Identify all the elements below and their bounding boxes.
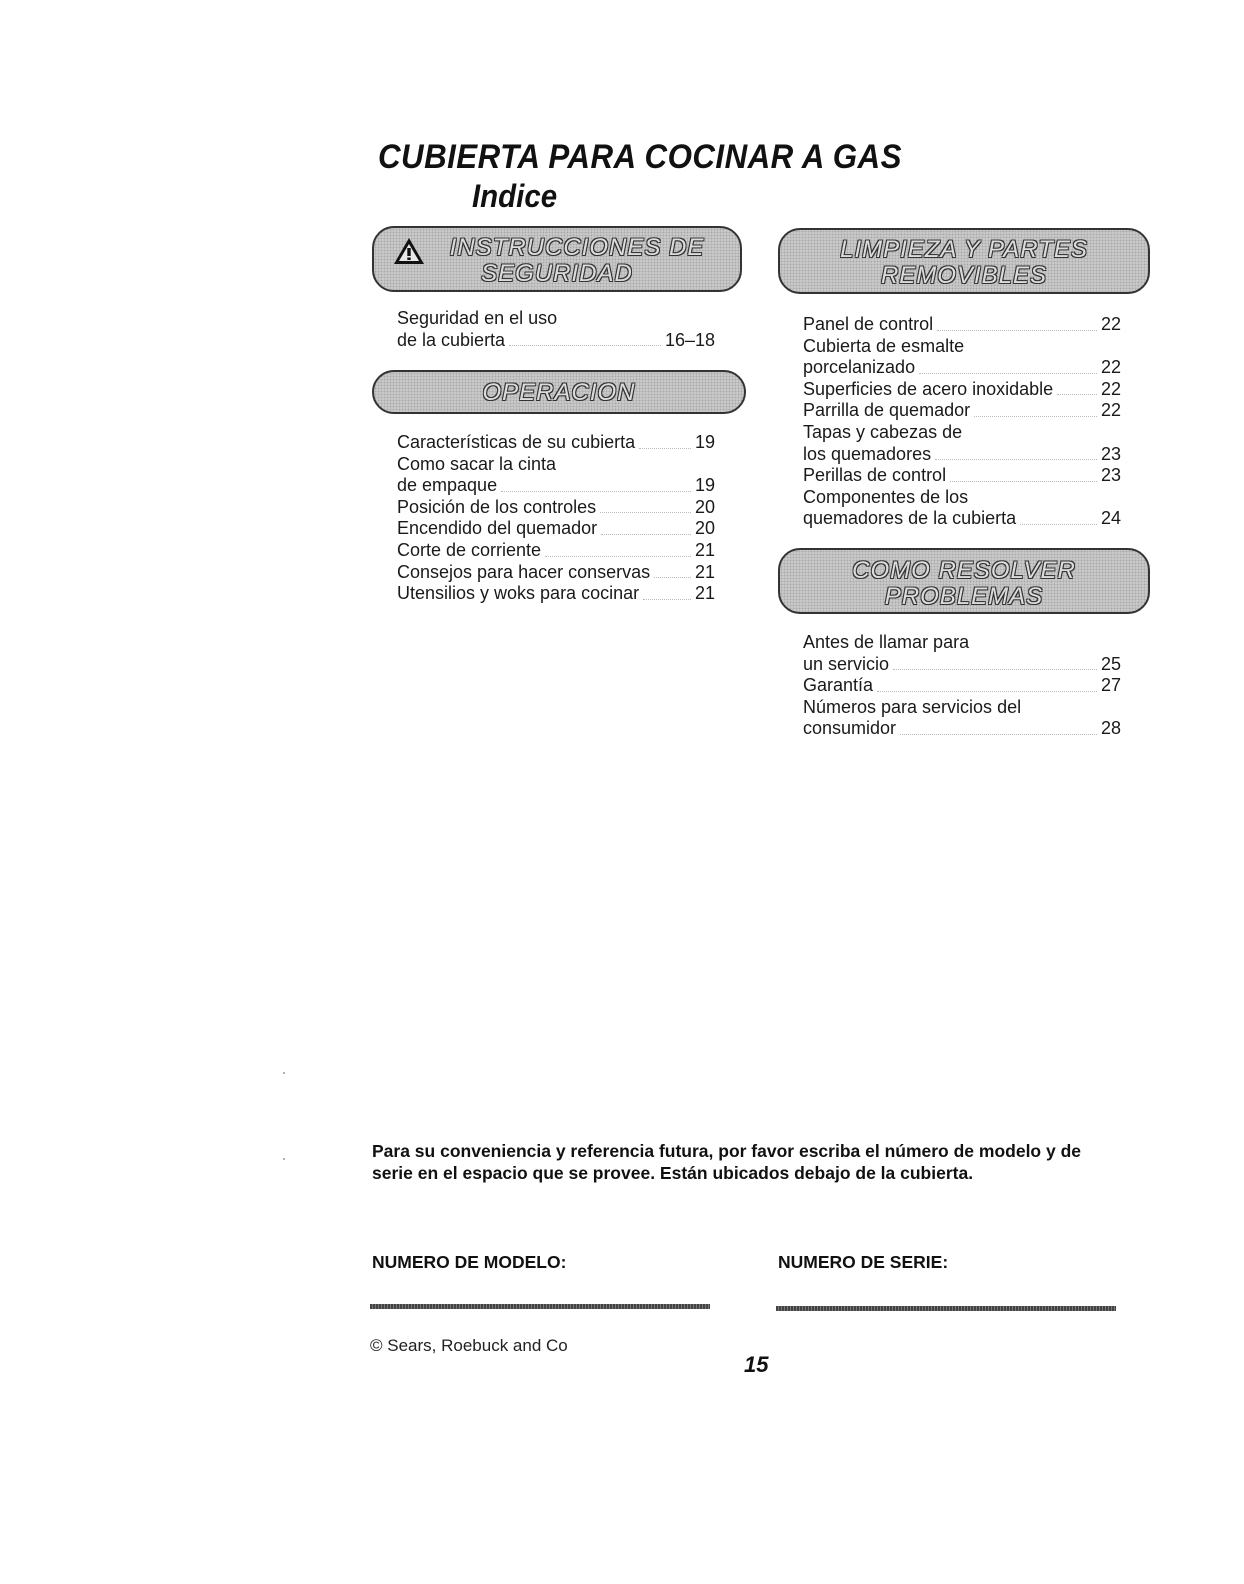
toc-entry xyxy=(803,422,1121,444)
entry-page: 25 xyxy=(1100,653,1121,674)
dot-leader xyxy=(601,533,691,535)
toc-entry xyxy=(803,632,1121,654)
entry-page: 24 xyxy=(1100,508,1121,529)
toc-entry xyxy=(397,308,715,330)
entry-page: 19 xyxy=(694,475,715,496)
dot-leader xyxy=(654,576,691,578)
serial-number-label: NUMERO DE SERIE: xyxy=(778,1252,949,1272)
model-number-field[interactable] xyxy=(370,1304,710,1309)
dot-leader xyxy=(1057,393,1097,395)
toc-seguridad xyxy=(397,308,715,351)
dot-leader xyxy=(877,690,1097,692)
dot-leader xyxy=(893,668,1097,670)
dot-leader xyxy=(919,372,1097,374)
section-banner-limpieza xyxy=(778,228,1150,294)
entry-label: Perillas de control xyxy=(803,465,947,486)
section-banner-seguridad xyxy=(372,226,742,292)
toc-entry xyxy=(397,583,715,605)
entry-page: 23 xyxy=(1100,443,1121,464)
dot-leader xyxy=(501,490,691,492)
banner-line-2: SEGURIDAD xyxy=(481,260,633,287)
toc-entry xyxy=(397,454,715,476)
entry-page: 21 xyxy=(694,561,715,582)
toc-problemas xyxy=(803,632,1121,740)
dot-leader xyxy=(900,733,1097,735)
toc-entry xyxy=(803,379,1121,401)
toc-limpieza xyxy=(803,314,1121,530)
page-title: CUBIERTA PARA COCINAR A GAS xyxy=(378,138,902,176)
toc-entry xyxy=(803,444,1121,466)
entry-label: consumidor xyxy=(803,718,897,739)
toc-entry xyxy=(803,465,1121,487)
entry-label: Panel de control xyxy=(803,314,934,334)
dot-leader xyxy=(639,447,691,449)
toc-entry xyxy=(397,475,715,497)
entry-page: 21 xyxy=(694,583,715,604)
entry-page: 22 xyxy=(1100,378,1121,399)
scan-speck xyxy=(283,1158,285,1160)
toc-entry xyxy=(397,330,715,352)
dot-leader xyxy=(545,555,691,557)
model-number-label: NUMERO DE MODELO: xyxy=(372,1252,567,1272)
entry-label: Tapas y cabezas de xyxy=(803,421,963,442)
entry-page: 22 xyxy=(1100,400,1121,421)
entry-label: quemadores de la cubierta xyxy=(803,508,1017,529)
entry-page: 23 xyxy=(1100,465,1121,486)
entry-page: 27 xyxy=(1100,675,1121,696)
entry-page: 21 xyxy=(694,539,715,560)
page-number: 15 xyxy=(744,1352,769,1377)
serial-number-field[interactable] xyxy=(776,1306,1116,1311)
entry-label: de empaque xyxy=(397,475,498,496)
banner-line-2: PROBLEMAS xyxy=(884,583,1044,610)
toc-entry xyxy=(803,314,1121,336)
entry-label: Cubierta de esmalte xyxy=(803,335,965,356)
section-banner-operacion xyxy=(372,370,746,414)
section-banner-problemas xyxy=(778,548,1150,614)
dot-leader xyxy=(1020,523,1097,525)
toc-entry xyxy=(397,497,715,519)
toc-entry xyxy=(803,336,1121,358)
entry-label: Consejos para hacer conservas xyxy=(397,561,651,582)
entry-page: 22 xyxy=(1100,314,1121,334)
toc-entry xyxy=(397,562,715,584)
banner-line-1: COMO RESOLVER xyxy=(852,557,1076,584)
entry-page: 20 xyxy=(694,518,715,539)
entry-label: Corte de corriente xyxy=(397,539,542,560)
toc-entry xyxy=(397,518,715,540)
toc-entry xyxy=(803,487,1121,509)
entry-label: Como sacar la cinta xyxy=(397,453,557,474)
dot-leader xyxy=(950,480,1097,482)
entry-label: Posición de los controles xyxy=(397,496,597,517)
toc-entry xyxy=(397,540,715,562)
entry-label: Superficies de acero inoxidable xyxy=(803,378,1054,399)
toc-entry xyxy=(803,400,1121,422)
entry-label: Garantía xyxy=(803,675,874,696)
dot-leader xyxy=(935,458,1097,460)
toc-entry xyxy=(803,697,1121,719)
copyright: © Sears, Roebuck and Co xyxy=(370,1336,568,1355)
entry-label: Seguridad en el uso xyxy=(397,308,558,328)
banner-line-1: OPERACION xyxy=(482,379,636,406)
banner-line-2: REMOVIBLES xyxy=(880,262,1048,289)
toc-operacion xyxy=(397,432,715,605)
entry-label: Encendido del quemador xyxy=(397,518,598,539)
toc-entry xyxy=(803,654,1121,676)
dot-leader xyxy=(937,329,1097,331)
toc-entry xyxy=(397,432,715,454)
banner-line-1: LIMPIEZA Y PARTES xyxy=(840,236,1088,263)
entry-label: de la cubierta xyxy=(397,329,506,350)
dot-leader xyxy=(974,415,1097,417)
dot-leader xyxy=(643,598,691,600)
entry-page: 28 xyxy=(1100,718,1121,739)
banner-line-1: INSTRUCCIONES DE xyxy=(449,234,705,261)
toc-entry xyxy=(803,357,1121,379)
entry-page: 20 xyxy=(694,496,715,517)
entry-label: Utensilios y woks para cocinar xyxy=(397,583,640,604)
toc-entry xyxy=(803,508,1121,530)
entry-label: Componentes de los xyxy=(803,486,969,507)
entry-label: porcelanizado xyxy=(803,357,916,378)
entry-label: Características de su cubierta xyxy=(397,432,636,452)
entry-page: 19 xyxy=(694,432,715,452)
dot-leader xyxy=(509,344,661,346)
entry-label: un servicio xyxy=(803,653,890,674)
dot-leader xyxy=(600,511,691,513)
toc-entry xyxy=(803,718,1121,740)
entry-label: los quemadores xyxy=(803,443,932,464)
entry-label: Números para servicios del xyxy=(803,696,1022,717)
model-serial-note: Para su conveniencia y referencia futura, por favor escriba el número de modelo y de serie en el espacio que se provee. Están ubicados debajo de la cubierta. xyxy=(372,1141,1081,1183)
page-subtitle: Indice xyxy=(472,178,558,214)
entry-label: Parrilla de quemador xyxy=(803,400,971,421)
entry-page: 22 xyxy=(1100,357,1121,378)
scan-speck xyxy=(283,1072,285,1074)
entry-label: Antes de llamar para xyxy=(803,632,970,652)
entry-page: 16–18 xyxy=(664,329,715,350)
toc-entry xyxy=(803,675,1121,697)
